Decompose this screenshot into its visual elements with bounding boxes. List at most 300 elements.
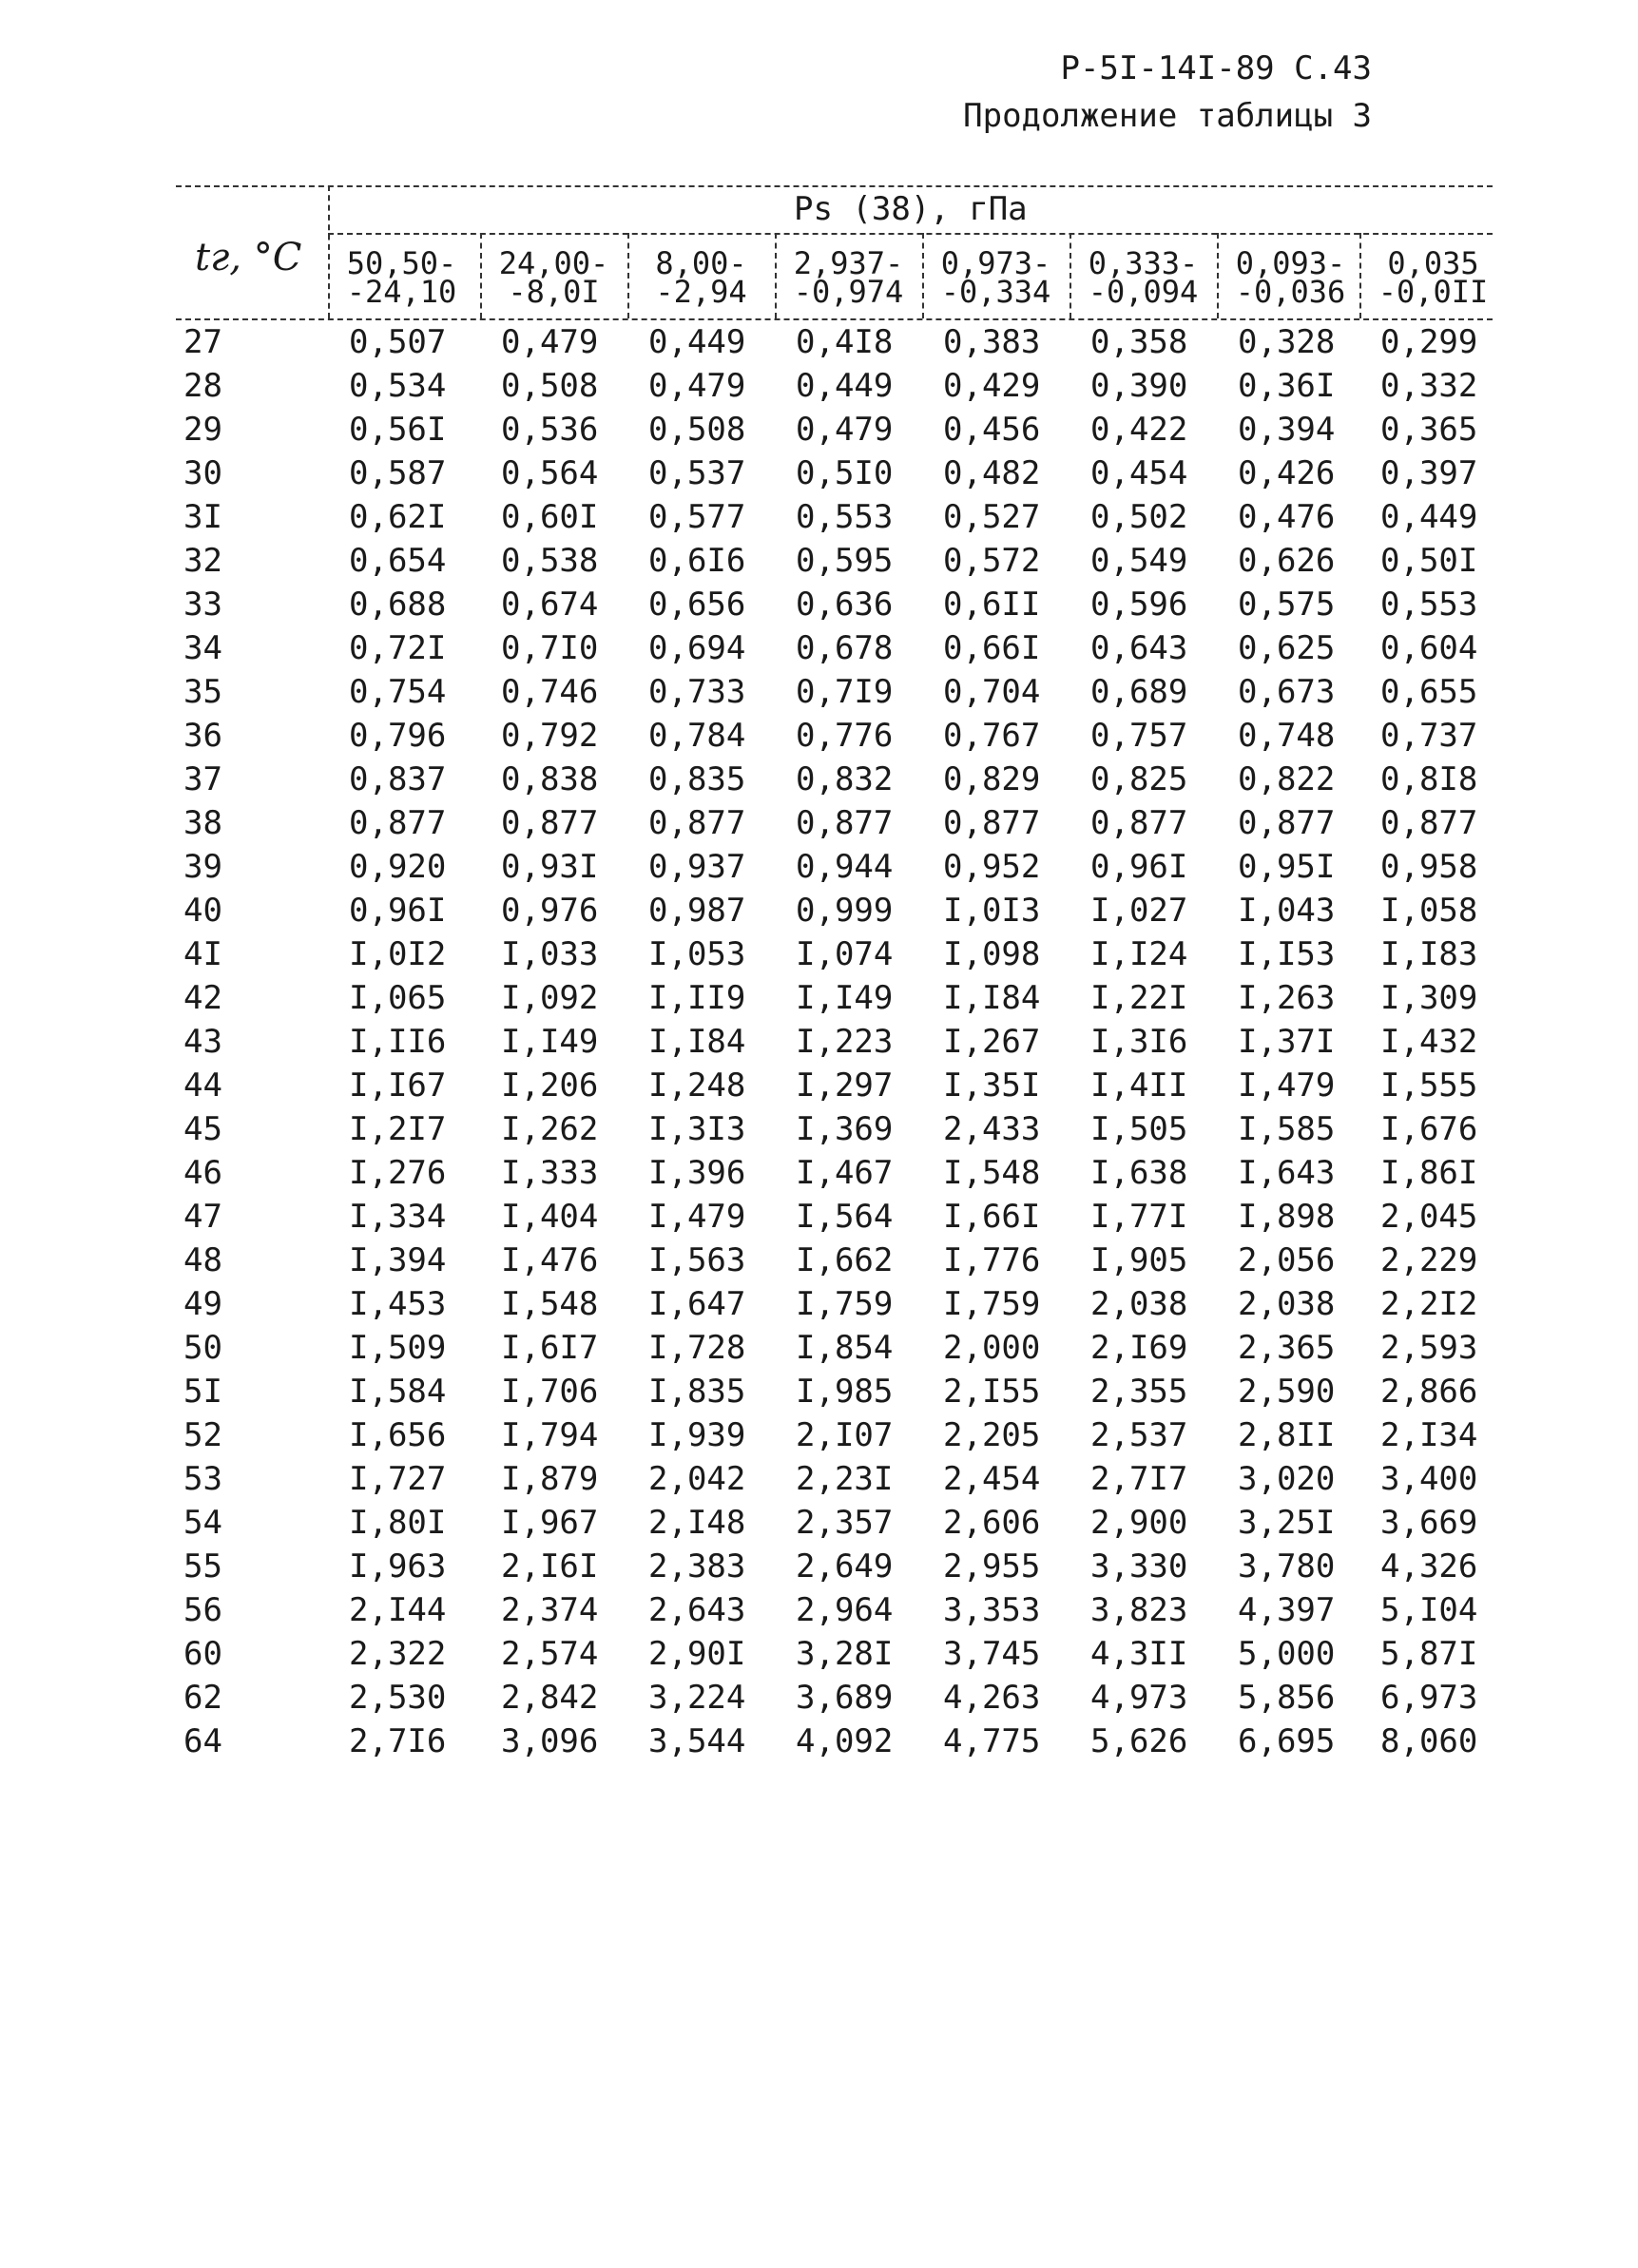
table-cell: 0,572 [943, 542, 1041, 580]
table-cell: I,564 [796, 1198, 894, 1236]
table-cell: I,3I6 [1090, 1023, 1188, 1061]
table-cell: 0,456 [943, 411, 1041, 449]
table-cell: 2,I69 [1090, 1329, 1188, 1367]
table-cell: 0,999 [796, 892, 894, 930]
table-cell: 3,745 [943, 1635, 1041, 1673]
table-cell: 3,823 [1090, 1591, 1188, 1629]
table-cell: 0,36I [1238, 367, 1336, 405]
table-cell: 0,952 [943, 848, 1041, 886]
table-cell: I,80I [349, 1504, 447, 1542]
table-cell: I,3I3 [648, 1110, 746, 1148]
row-temperature: 42 [183, 979, 222, 1017]
table-cell: 0,757 [1090, 717, 1188, 755]
table-cell: 0,549 [1090, 542, 1188, 580]
table-cell: 0,688 [349, 586, 447, 624]
table-cell: 0,737 [1380, 717, 1478, 755]
table-cell: 0,454 [1090, 454, 1188, 492]
table-cell: 2,I07 [796, 1416, 894, 1454]
table-cell: 0,733 [648, 673, 746, 711]
table-cell: 4,3II [1090, 1635, 1188, 1673]
table-cell: 0,643 [1090, 629, 1188, 667]
table-cell: I,776 [943, 1241, 1041, 1279]
table-cell: 0,66I [943, 629, 1041, 667]
row-temperature: 64 [183, 1722, 222, 1760]
table-cell: I,453 [349, 1285, 447, 1323]
row-temperature: 39 [183, 848, 222, 886]
row-temperature: 55 [183, 1547, 222, 1586]
table-cell: 2,842 [501, 1679, 599, 1717]
table-cell: 0,694 [648, 629, 746, 667]
table-cell: 3,224 [648, 1679, 746, 1717]
table-cell: I,555 [1380, 1067, 1478, 1105]
table-cell: I,939 [648, 1416, 746, 1454]
table-cell: 2,7I6 [349, 1722, 447, 1760]
table-cell: 0,6II [943, 586, 1041, 624]
column-header-7 [1217, 245, 1364, 310]
table-cell: 0,776 [796, 717, 894, 755]
table-cell: I,728 [648, 1329, 746, 1367]
table-cell: I,432 [1380, 1023, 1478, 1061]
table-cell: 0,704 [943, 673, 1041, 711]
table-cell: 0,62I [349, 498, 447, 536]
table-cell: 0,920 [349, 848, 447, 886]
table-cell: I,86I [1380, 1154, 1478, 1192]
table-cell: 2,7I7 [1090, 1460, 1188, 1498]
column-header-line: 2,937- [793, 245, 904, 281]
table-cell: I,333 [501, 1154, 599, 1192]
table-cell: I,I24 [1090, 935, 1188, 973]
column-divider [480, 233, 482, 318]
table-cell: 5,856 [1238, 1679, 1336, 1717]
table-cell: 3,096 [501, 1722, 599, 1760]
table-cell: 0,358 [1090, 323, 1188, 361]
table-cell: I,248 [648, 1067, 746, 1105]
table-cell: I,404 [501, 1198, 599, 1236]
row-temperature: 49 [183, 1285, 222, 1323]
table-cell: 0,553 [796, 498, 894, 536]
table-cell: I,643 [1238, 1154, 1336, 1192]
table-cell: I,476 [501, 1241, 599, 1279]
table-cell: 2,056 [1238, 1241, 1336, 1279]
table-cell: 2,2I2 [1380, 1285, 1478, 1323]
table-cell: 3,25I [1238, 1504, 1336, 1542]
table-cell: 0,527 [943, 498, 1041, 536]
table-cell: 2,I48 [648, 1504, 746, 1542]
table-cell: 2,I6I [501, 1547, 599, 1586]
row-temperature: 30 [183, 454, 222, 492]
table-cell: I,058 [1380, 892, 1478, 930]
table-cell: I,I67 [349, 1067, 447, 1105]
table-cell: 0,877 [501, 804, 599, 842]
table-cell: I,854 [796, 1329, 894, 1367]
table-cell: I,967 [501, 1504, 599, 1542]
column-divider [1217, 233, 1219, 318]
table-cell: I,656 [349, 1416, 447, 1454]
column-header-line: -0,036 [1235, 274, 1346, 310]
table-cell: 0,538 [501, 542, 599, 580]
table-cell: 0,383 [943, 323, 1041, 361]
table-cell: 2,365 [1238, 1329, 1336, 1367]
table-cell: I,563 [648, 1241, 746, 1279]
column-header-line: 0,093- [1235, 245, 1346, 281]
row-temperature: 53 [183, 1460, 222, 1498]
table-cell: 2,I34 [1380, 1416, 1478, 1454]
table-cell: I,647 [648, 1285, 746, 1323]
column-header-line: -0,974 [793, 274, 904, 310]
table-cell: 0,96I [349, 892, 447, 930]
table-cell: I,276 [349, 1154, 447, 1192]
table-cell: 0,537 [648, 454, 746, 492]
table-cell: 0,976 [501, 892, 599, 930]
table-cell: 2,649 [796, 1547, 894, 1586]
table-cell: I,479 [648, 1198, 746, 1236]
table-cell: 0,796 [349, 717, 447, 755]
table-cell: 0,8I8 [1380, 760, 1478, 798]
table-cell: I,794 [501, 1416, 599, 1454]
row-temperature: 29 [183, 411, 222, 449]
table-cell: I,505 [1090, 1110, 1188, 1148]
table-cell: 0,877 [943, 804, 1041, 842]
table-cell: I,6I7 [501, 1329, 599, 1367]
table-cell: I,065 [349, 979, 447, 1017]
table-cell: 0,654 [349, 542, 447, 580]
table-cell: I,4II [1090, 1067, 1188, 1105]
table-cell: 0,56I [349, 411, 447, 449]
row-temperature: 60 [183, 1635, 222, 1673]
row-temperature: 28 [183, 367, 222, 405]
table-cell: 0,7I9 [796, 673, 894, 711]
table-cell: 5,I04 [1380, 1591, 1478, 1629]
row-temperature: 47 [183, 1198, 222, 1236]
table-cell: I,879 [501, 1460, 599, 1498]
table-cell: 2,537 [1090, 1416, 1188, 1454]
table-cell: 0,553 [1380, 586, 1478, 624]
table-cell: 5,626 [1090, 1722, 1188, 1760]
table-cell: I,I49 [796, 979, 894, 1017]
table-cell: 0,328 [1238, 323, 1336, 361]
table-cell: 0,754 [349, 673, 447, 711]
table-cell: 0,748 [1238, 717, 1336, 755]
table-cell: 4,775 [943, 1722, 1041, 1760]
table-cell: 0,877 [796, 804, 894, 842]
table-cell: I,548 [501, 1285, 599, 1323]
table-cell: 0,394 [1238, 411, 1336, 449]
table-top-rule [176, 185, 1493, 187]
row-temperature: 62 [183, 1679, 222, 1717]
table-cell: I,262 [501, 1110, 599, 1148]
table-cell: 3,689 [796, 1679, 894, 1717]
table-cell: I,2I7 [349, 1110, 447, 1148]
table-cell: 0,587 [349, 454, 447, 492]
table-cell: I,905 [1090, 1241, 1188, 1279]
column-header-line: 8,00- [655, 245, 747, 281]
table-cell: 0,877 [349, 804, 447, 842]
row-temperature: 44 [183, 1067, 222, 1105]
table-cell: I,35I [943, 1067, 1041, 1105]
group-header-rule [328, 233, 1493, 235]
table-cell: 2,000 [943, 1329, 1041, 1367]
table-cell: 0,60I [501, 498, 599, 536]
table-cell: 0,449 [796, 367, 894, 405]
table-cell: I,043 [1238, 892, 1336, 930]
table-cell: 0,508 [501, 367, 599, 405]
table-cell: I,66I [943, 1198, 1041, 1236]
table-cell: 0,479 [648, 367, 746, 405]
table-cell: 0,636 [796, 586, 894, 624]
table-cell: I,985 [796, 1373, 894, 1411]
table-cell: 0,825 [1090, 760, 1188, 798]
table-cell: 2,042 [648, 1460, 746, 1498]
table-cell: I,II6 [349, 1023, 447, 1061]
column-header-line: -8,0I [508, 274, 600, 310]
table-cell: I,II9 [648, 979, 746, 1017]
table-cell: 4,092 [796, 1722, 894, 1760]
table-cell: 4,326 [1380, 1547, 1478, 1586]
table-cell: I,676 [1380, 1110, 1478, 1148]
table-cell: 0,655 [1380, 673, 1478, 711]
column-header-line: 50,50- [346, 245, 457, 281]
row-temperature: 3I [183, 498, 222, 536]
table-cell: I,37I [1238, 1023, 1336, 1061]
row-temperature: 45 [183, 1110, 222, 1148]
table-cell: 2,I44 [349, 1591, 447, 1629]
table-cell: 3,544 [648, 1722, 746, 1760]
table-cell: I,706 [501, 1373, 599, 1411]
table-cell: 0,332 [1380, 367, 1478, 405]
table-cell: 2,90I [648, 1635, 746, 1673]
table-continuation-title: Продолжение таблицы 3 [963, 97, 1372, 135]
table-cell: I,638 [1090, 1154, 1188, 1192]
column-header-line: -0,0II [1378, 274, 1489, 310]
row-temperature: 38 [183, 804, 222, 842]
table-cell: 4,263 [943, 1679, 1041, 1717]
table-cell: 0,5I0 [796, 454, 894, 492]
table-cell: 3,669 [1380, 1504, 1478, 1542]
table-cell: 6,973 [1380, 1679, 1478, 1717]
column-header-line: -0,334 [940, 274, 1051, 310]
table-cell: 2,574 [501, 1635, 599, 1673]
table-cell: I,898 [1238, 1198, 1336, 1236]
table-cell: 3,780 [1238, 1547, 1336, 1586]
table-cell: 0,767 [943, 717, 1041, 755]
table-cell: I,479 [1238, 1067, 1336, 1105]
table-cell: 2,593 [1380, 1329, 1478, 1367]
row-temperature: 56 [183, 1591, 222, 1629]
table-cell: 0,426 [1238, 454, 1336, 492]
table-cell: I,I49 [501, 1023, 599, 1061]
table-cell: 2,606 [943, 1504, 1041, 1542]
column-header-4 [775, 245, 922, 310]
table-cell: 0,832 [796, 760, 894, 798]
table-cell: I,727 [349, 1460, 447, 1498]
table-cell: 6,695 [1238, 1722, 1336, 1760]
table-cell: 2,454 [943, 1460, 1041, 1498]
table-cell: I,267 [943, 1023, 1041, 1061]
table-cell: 0,93I [501, 848, 599, 886]
table-cell: 0,390 [1090, 367, 1188, 405]
row-temperature: 33 [183, 586, 222, 624]
table-cell: 0,4I8 [796, 323, 894, 361]
table-cell: 3,28I [796, 1635, 894, 1673]
column-header-3 [627, 245, 775, 310]
table-cell: 0,429 [943, 367, 1041, 405]
table-cell: I,I84 [648, 1023, 746, 1061]
table-cell: 0,877 [648, 804, 746, 842]
table-cell: I,394 [349, 1241, 447, 1279]
table-cell: I,0I2 [349, 935, 447, 973]
row-temperature: 52 [183, 1416, 222, 1454]
row-temperature: 46 [183, 1154, 222, 1192]
column-header-line: -24,10 [346, 274, 457, 310]
table-cell: 0,508 [648, 411, 746, 449]
table-cell: 3,400 [1380, 1460, 1478, 1498]
table-cell: 0,482 [943, 454, 1041, 492]
table-cell: 0,689 [1090, 673, 1188, 711]
column-divider [922, 233, 924, 318]
table-cell: 2,357 [796, 1504, 894, 1542]
table-cell: I,77I [1090, 1198, 1188, 1236]
table-cell: 0,937 [648, 848, 746, 886]
row-temperature: 5I [183, 1373, 222, 1411]
column-divider [1070, 233, 1071, 318]
table-cell: 0,987 [648, 892, 746, 930]
table-cell: 2,038 [1238, 1285, 1336, 1323]
row-temperature: 36 [183, 717, 222, 755]
table-cell: I,092 [501, 979, 599, 1017]
pressure-group-header: Ps (38), гПа [794, 190, 1028, 228]
column-divider [775, 233, 777, 318]
table-cell: 0,397 [1380, 454, 1478, 492]
table-cell: 2,590 [1238, 1373, 1336, 1411]
table-cell: I,396 [648, 1154, 746, 1192]
table-cell: 0,838 [501, 760, 599, 798]
table-cell: 0,595 [796, 542, 894, 580]
table-cell: 0,792 [501, 717, 599, 755]
table-cell: I,835 [648, 1373, 746, 1411]
table-cell: I,369 [796, 1110, 894, 1148]
table-cell: 0,50I [1380, 542, 1478, 580]
document-code: Р-5I-14I-89 С.43 [1060, 49, 1372, 87]
table-cell: I,759 [796, 1285, 894, 1323]
row-temperature: 40 [183, 892, 222, 930]
table-cell: 0,476 [1238, 498, 1336, 536]
row-temperature: 4I [183, 935, 222, 973]
table-cell: 2,866 [1380, 1373, 1478, 1411]
table-cell: 2,643 [648, 1591, 746, 1629]
table-cell: 2,374 [501, 1591, 599, 1629]
table-cell: 0,877 [1090, 804, 1188, 842]
table-cell: 0,604 [1380, 629, 1478, 667]
column-divider [1359, 233, 1361, 318]
table-cell: 2,322 [349, 1635, 447, 1673]
table-cell: 4,397 [1238, 1591, 1336, 1629]
column-header-6 [1070, 245, 1217, 310]
row-temperature: 27 [183, 323, 222, 361]
row-temperature: 35 [183, 673, 222, 711]
table-cell: I,027 [1090, 892, 1188, 930]
table-cell: 2,900 [1090, 1504, 1188, 1542]
table-cell: I,098 [943, 935, 1041, 973]
table-cell: 0,625 [1238, 629, 1336, 667]
table-cell: 0,96I [1090, 848, 1188, 886]
header-bottom-rule [176, 318, 1493, 320]
table-cell: 2,383 [648, 1547, 746, 1586]
table-cell: 0,784 [648, 717, 746, 755]
table-cell: 0,958 [1380, 848, 1478, 886]
table-cell: 0,577 [648, 498, 746, 536]
row-temperature: 34 [183, 629, 222, 667]
table-cell: 2,355 [1090, 1373, 1188, 1411]
table-cell: I,584 [349, 1373, 447, 1411]
table-cell: 2,045 [1380, 1198, 1478, 1236]
table-cell: I,309 [1380, 979, 1478, 1017]
table-cell: 0,596 [1090, 586, 1188, 624]
column-divider [627, 233, 629, 318]
table-cell: 0,95I [1238, 848, 1336, 886]
table-cell: I,I84 [943, 979, 1041, 1017]
table-cell: 2,23I [796, 1460, 894, 1498]
table-cell: 0,536 [501, 411, 599, 449]
row-temperature: 48 [183, 1241, 222, 1279]
column-header-2 [480, 245, 627, 310]
table-cell: 2,964 [796, 1591, 894, 1629]
column-header-1 [328, 245, 475, 310]
table-cell: I,053 [648, 935, 746, 973]
column-header-8 [1359, 245, 1507, 310]
column-header-line: 24,00- [498, 245, 609, 281]
column-header-line: 0,973- [940, 245, 1051, 281]
table-cell: 0,479 [501, 323, 599, 361]
column-header-line: 0,333- [1088, 245, 1199, 281]
table-cell: 0,673 [1238, 673, 1336, 711]
column-header-line: -2,94 [655, 274, 747, 310]
table-cell: 8,060 [1380, 1722, 1478, 1760]
table-cell: 2,038 [1090, 1285, 1188, 1323]
table-cell: 0,365 [1380, 411, 1478, 449]
table-cell: 0,449 [648, 323, 746, 361]
table-cell: I,297 [796, 1067, 894, 1105]
table-cell: I,467 [796, 1154, 894, 1192]
table-cell: 2,205 [943, 1416, 1041, 1454]
row-temperature: 37 [183, 760, 222, 798]
table-cell: 2,955 [943, 1547, 1041, 1586]
table-cell: 0,835 [648, 760, 746, 798]
table-cell: 0,829 [943, 760, 1041, 798]
table-cell: I,I53 [1238, 935, 1336, 973]
table-cell: I,585 [1238, 1110, 1336, 1148]
table-cell: 0,534 [349, 367, 447, 405]
table-cell: 2,I55 [943, 1373, 1041, 1411]
table-cell: I,I83 [1380, 935, 1478, 973]
table-cell: I,263 [1238, 979, 1336, 1017]
table-cell: I,033 [501, 935, 599, 973]
table-cell: 0,837 [349, 760, 447, 798]
table-cell: 0,575 [1238, 586, 1336, 624]
temperature-column-header: tг, °С [195, 236, 302, 279]
table-cell: 0,449 [1380, 498, 1478, 536]
table-cell: 0,479 [796, 411, 894, 449]
table-cell: 3,330 [1090, 1547, 1188, 1586]
table-cell: 0,678 [796, 629, 894, 667]
row-temperature: 54 [183, 1504, 222, 1542]
table-cell: 2,433 [943, 1110, 1041, 1148]
table-cell: I,0I3 [943, 892, 1041, 930]
table-cell: 5,000 [1238, 1635, 1336, 1673]
table-cell: 0,656 [648, 586, 746, 624]
row-temperature: 50 [183, 1329, 222, 1367]
table-cell: I,206 [501, 1067, 599, 1105]
table-cell: 0,564 [501, 454, 599, 492]
